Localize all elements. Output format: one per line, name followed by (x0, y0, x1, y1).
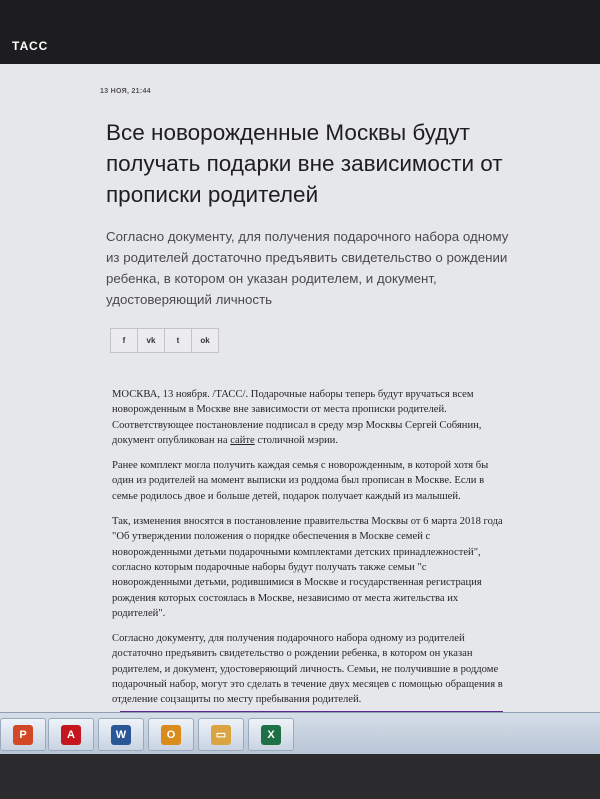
taskbar-excel-button[interactable] (248, 718, 294, 751)
word-icon: W (111, 725, 131, 745)
mayor-site-link[interactable]: сайте (230, 434, 255, 446)
odnoklassniki-share-button[interactable] (191, 328, 219, 353)
vk-share-button[interactable] (137, 328, 165, 353)
taskbar-word-button[interactable] (98, 718, 144, 751)
windows-taskbar (0, 712, 600, 754)
taskbar-powerpoint-button[interactable] (0, 718, 46, 751)
article-title: Все новорожденные Москвы будут получать подарки вне зависимости от прописки родителей (106, 120, 503, 207)
vk-icon: vk (146, 336, 156, 345)
excel-icon: X (261, 725, 281, 745)
site-header (0, 0, 600, 64)
paragraph-1: МОСКВА, 13 ноября. /ТАСС/. Подарочные наборы теперь будут вручаться всем новорожденным в Москве вне зависимости от места прописки родителей. Соответствующее постановление подписал в среду мэр Москвы Сергей Собянин, документ опубликован на сайте столичной мэрии. (112, 389, 482, 446)
tass-logo[interactable]: ТАСС (12, 39, 49, 53)
twitter-share-button[interactable] (164, 328, 192, 353)
article-date: 13 НОЯ, 21:44 (100, 88, 151, 95)
article-lead: Согласно документу, для получения подарочного набора одному из родителей достаточно предъявить свидетельство о рождении ребенка, в котором он указан родителем, и документ, удостоверяющий личность (106, 229, 509, 307)
paragraph-4: Согласно документу, для получения подарочного набора одному из родителей достаточно предъявить свидетельство о рождении ребенка, в котором он указан родителем, и документ, удостоверяющий личность. Семьи, не получившие в роддоме подарочный набор, могут это сделать в течение двух месяцев с помощью обращения в отделение соцзащиты по месту пребывания родителей. (112, 633, 503, 706)
taskbar-outlook-button[interactable] (148, 718, 194, 751)
article (100, 88, 520, 712)
odnoklassniki-icon: ok (200, 336, 210, 345)
share-buttons (110, 328, 520, 353)
powerpoint-icon: P (13, 725, 33, 745)
outlook-icon: O (161, 725, 181, 745)
facebook-share-button[interactable] (110, 328, 138, 353)
taskbar-acrobat-button[interactable] (48, 718, 94, 751)
article-body (112, 387, 507, 708)
twitter-icon: t (176, 336, 180, 345)
monitor-bezel (0, 754, 600, 799)
taskbar-explorer-button[interactable] (198, 718, 244, 751)
paragraph-2: Ранее комплект могла получить каждая семья с новорожденным, в которой хотя бы один из родителей на момент выписки из роддома был прописан в Москве. Если в семье родилось двое и больше детей, подарок получает каждый из малышей. (112, 460, 489, 502)
paragraph-3: Так, изменения вносятся в постановление правительства Москвы от 6 марта 2018 года "Об утверждении положения о порядке обеспечения в Москве семей с новорожденными детьми подарочными комплектами детских принадлежностей", согласно которым подарочные наборы будут получать также семьи "с новорожденными детьми, родившимися в Москве и государственная регистрация рождения которых состоялась в Москве, независимо от места жительства их родителей". (112, 516, 503, 619)
acrobat-icon: A (61, 725, 81, 745)
folder-icon: ▭ (211, 725, 231, 745)
facebook-icon: f (122, 336, 126, 345)
